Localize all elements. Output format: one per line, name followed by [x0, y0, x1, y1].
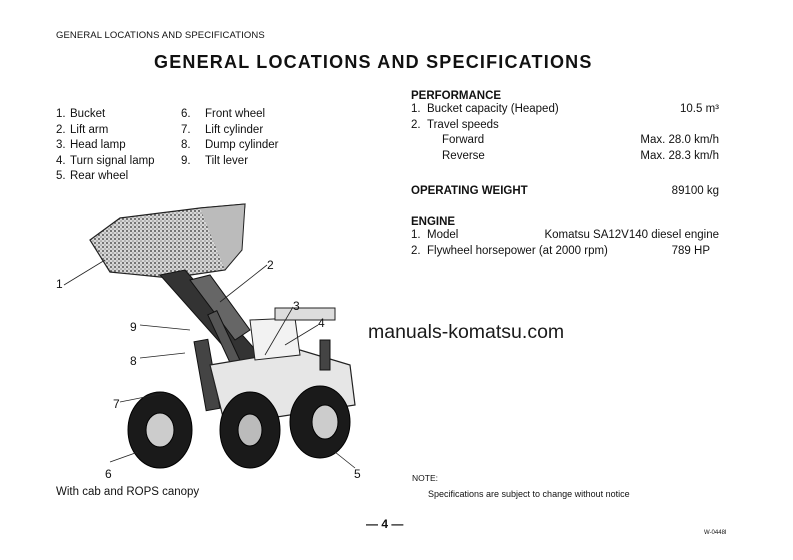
spec-label: Model — [427, 229, 459, 241]
callout-9: 9 — [130, 320, 137, 334]
operating-weight-section — [411, 184, 719, 200]
spec-row-forward — [411, 133, 719, 149]
list-item — [181, 123, 279, 139]
spec-number: 1. — [411, 229, 421, 241]
figure-caption: With cab and ROPS canopy — [56, 486, 200, 498]
item-label: Rear wheel — [70, 170, 129, 183]
callout-8: 8 — [130, 354, 137, 368]
spec-row-bucket — [411, 102, 719, 118]
spec-label: Travel speeds — [427, 118, 499, 131]
callout-2: 2 — [267, 258, 274, 272]
item-label: Tilt lever — [205, 154, 249, 167]
spec-value: 10.5 m³ — [680, 103, 719, 115]
performance-heading: PERFORMANCE — [411, 90, 502, 102]
performance-section — [411, 90, 719, 164]
spec-number: 1. — [411, 103, 421, 115]
list-item — [56, 169, 155, 185]
watermark-text: manuals-komatsu.com — [368, 321, 565, 343]
note-heading: NOTE: — [412, 473, 438, 483]
page-title: GENERAL LOCATIONS AND SPECIFICATIONS — [154, 52, 593, 72]
spec-value: Max. 28.0 km/h — [640, 134, 719, 147]
page-number: — 4 — — [366, 517, 404, 531]
item-label: Lift cylinder — [205, 123, 264, 136]
callout-6: 6 — [105, 467, 112, 481]
item-number: 9. — [181, 154, 191, 167]
running-header: GENERAL LOCATIONS AND SPECIFICATIONS — [56, 30, 265, 41]
spec-row-horsepower — [411, 244, 719, 260]
list-item — [56, 123, 155, 139]
list-item — [181, 107, 279, 123]
item-label: Front wheel — [205, 108, 266, 120]
list-item — [181, 154, 279, 170]
spec-number: 2. — [411, 118, 421, 131]
item-number: 1. — [56, 108, 66, 120]
item-label: Dump cylinder — [205, 139, 279, 152]
item-label: Head lamp — [70, 139, 126, 152]
item-number: 2. — [56, 123, 66, 136]
spec-row-weight — [411, 184, 719, 200]
parts-list-right — [181, 107, 279, 169]
callout-1: 1 — [56, 277, 63, 291]
spec-row-model — [411, 228, 719, 244]
note-text: Specifications are subject to change without notice — [428, 489, 630, 499]
spec-value: 789 HP — [671, 244, 710, 257]
spec-number: 2. — [411, 244, 421, 257]
item-label: Lift arm — [70, 123, 109, 136]
list-item — [56, 138, 155, 154]
spec-row-reverse — [411, 149, 719, 165]
item-number: 7. — [181, 123, 191, 136]
item-label: Bucket — [70, 108, 106, 120]
spec-label: Flywheel horsepower (at 2000 rpm) — [427, 244, 608, 257]
spec-label: Reverse — [442, 149, 485, 162]
item-label: Turn signal lamp — [70, 154, 155, 167]
parts-list-left — [56, 107, 155, 185]
spec-label: Forward — [442, 134, 485, 147]
operating-weight-label: OPERATING WEIGHT — [411, 185, 528, 197]
callout-4: 4 — [318, 316, 325, 330]
list-item — [56, 154, 155, 170]
engine-section — [411, 216, 719, 259]
engine-heading: ENGINE — [411, 216, 456, 228]
spec-value: 89100 kg — [671, 185, 719, 197]
document-code: W-0448I — [704, 530, 727, 536]
callout-3: 3 — [293, 299, 300, 313]
spec-value: Komatsu SA12V140 diesel engine — [544, 229, 719, 241]
list-item — [181, 138, 279, 154]
item-number: 6. — [181, 108, 191, 120]
wheel-loader-illustration — [50, 190, 370, 485]
list-item — [56, 107, 155, 123]
spec-row-travel — [411, 118, 719, 134]
item-number: 5. — [56, 170, 66, 183]
callout-7: 7 — [113, 397, 120, 411]
item-number: 3. — [56, 139, 66, 152]
cab-shape — [250, 318, 300, 360]
callout-5: 5 — [354, 467, 361, 481]
item-number: 4. — [56, 154, 66, 167]
item-number: 8. — [181, 139, 191, 152]
spec-label: Bucket capacity (Heaped) — [427, 103, 559, 115]
spec-value: Max. 28.3 km/h — [640, 149, 719, 162]
